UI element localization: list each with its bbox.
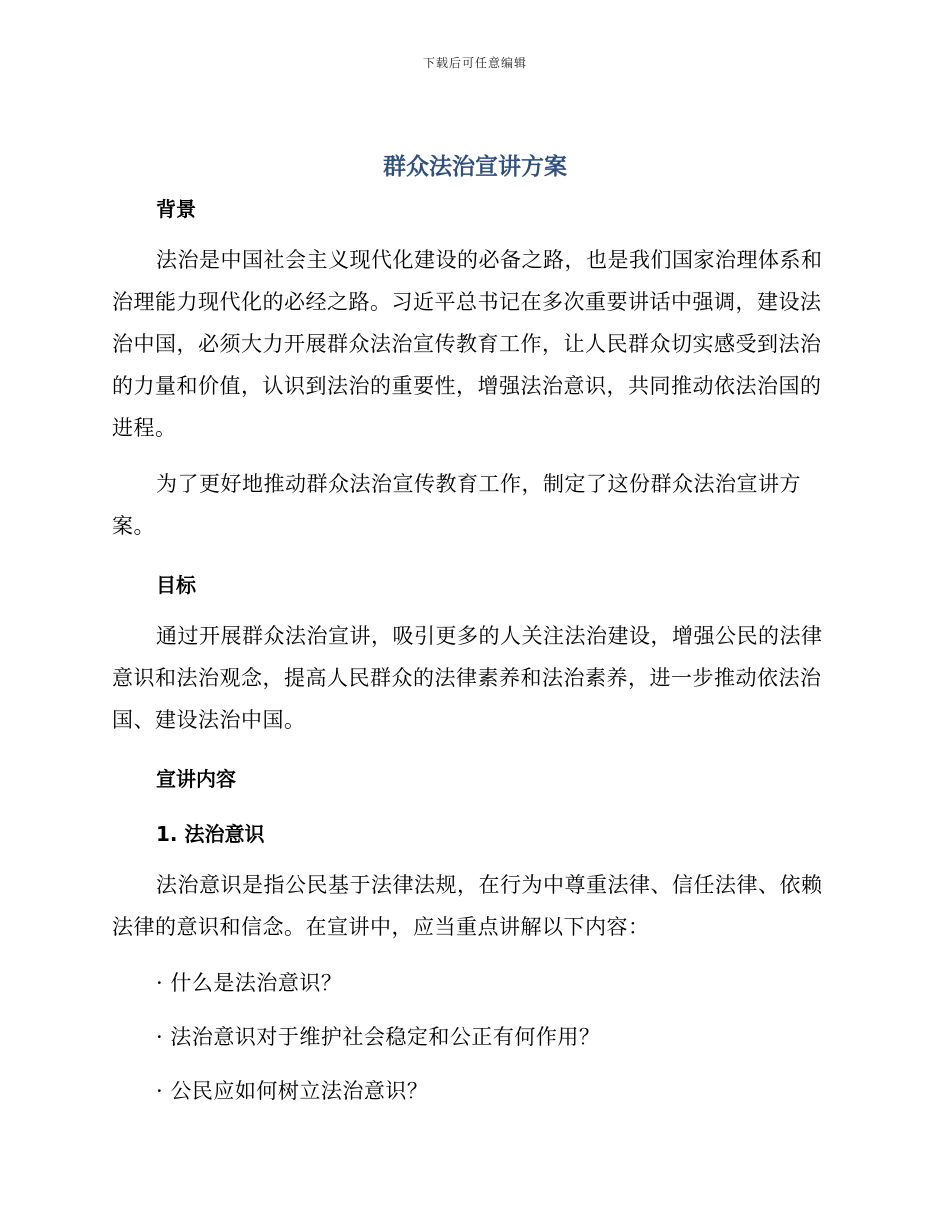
paragraph-background-2: 为了更好地推动群众法治宣传教育工作，制定了这份群众法治宣讲方案。 (112, 472, 801, 538)
section-heading-content: 宣讲内容 (156, 767, 236, 791)
section-heading-background: 背景 (156, 197, 196, 221)
bullet-item: · 公民应如何树立法治意识？ (156, 1079, 429, 1103)
subheading-legal-awareness: 1. 法治意识 (156, 822, 265, 846)
paragraph-goal: 通过开展群众法治宣讲，吸引更多的人关注法治建设，增强公民的法律意识和法治观念，提高人民群众的法律素养和法治素养，进一步推动依法治国、建设法治中国。 (112, 624, 823, 732)
paragraph-background-1: 法治是中国社会主义现代化建设的必备之路，也是我们国家治理体系和治理能力现代化的必经之路。习近平总书记在多次重要讲话中强调，建设法治中国，必须大力开展群众法治宣传教育工作，让人民群众切实感受到法治的力量和价值，认识到法治的重要性，增强法治意识，共同推动依法治国的进程。 (112, 248, 823, 440)
document-title: 群众法治宣讲方案 (383, 154, 567, 180)
paragraph-legal-awareness: 法治意识是指公民基于法律法规，在行为中尊重法律、信任法律、依赖法律的意识和信念。在宣讲中，应当重点讲解以下内容： (112, 873, 823, 939)
bullet-item: · 什么是法治意识？ (156, 971, 343, 995)
section-heading-goal: 目标 (156, 573, 196, 597)
bullet-item: · 法治意识对于维护社会稳定和公正有何作用？ (156, 1025, 601, 1049)
header-note: 下载后可任意编辑 (422, 56, 527, 70)
